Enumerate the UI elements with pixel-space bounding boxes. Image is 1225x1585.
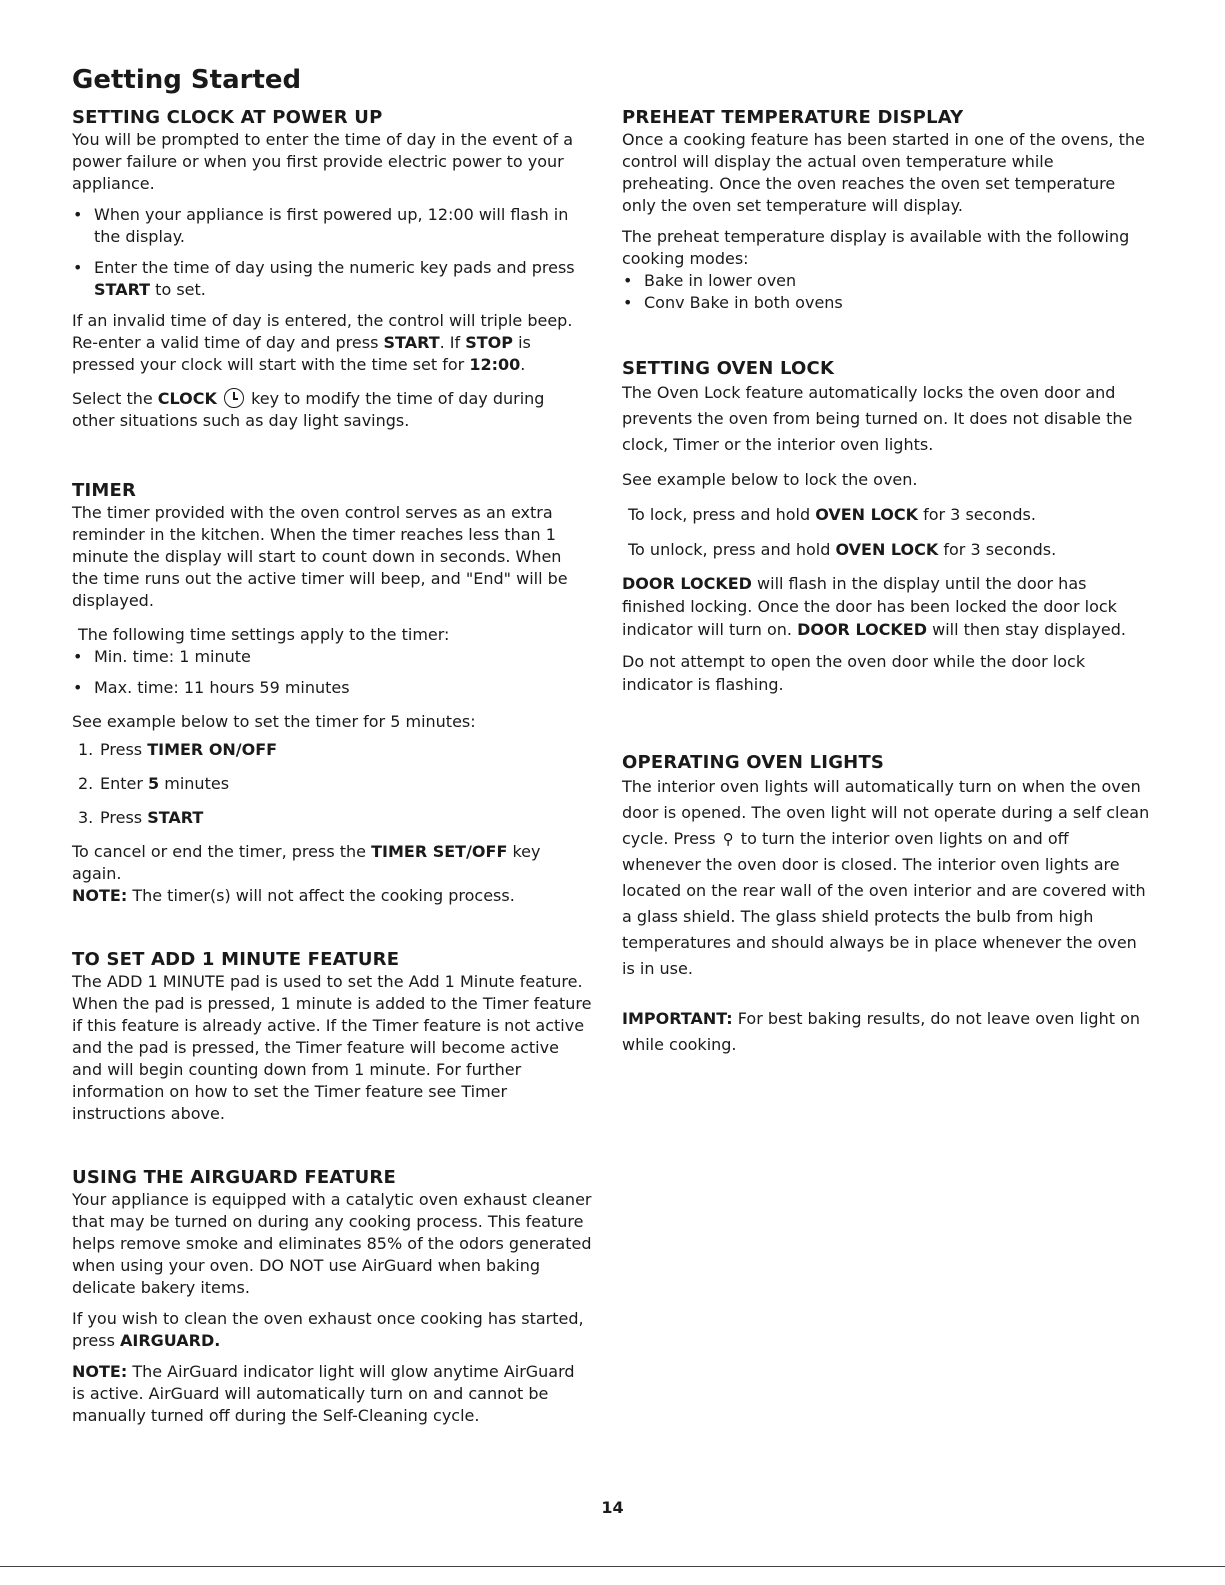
important-note: IMPORTANT: For best baking results, do not leave oven light on while cooking.	[622, 1009, 1140, 1054]
paragraph: Your appliance is equipped with a catalytic oven exhaust cleaner that may be turned on during any cooking process. This feature helps remove smoke and eliminates 85% of the odors generated when using your oven. DO NOT use AirGuard when baking delicate bakery items.	[72, 1190, 592, 1297]
section-heading: PREHEAT TEMPERATURE DISPLAY	[622, 107, 964, 128]
paragraph: The interior oven lights will automatically turn on when the oven door is opened. The oven light will not operate during a self clean cycle. Press ⚲ to turn the interior oven lights on and off whenever the oven door is closed. The interior oven lights are located on the rear wall of the oven interior and are covered with a glass shield. The glass shield protects the bulb from high temperatures and should always be in place whenever the oven is in use.	[622, 777, 1150, 978]
right-column	[622, 107, 1150, 1058]
paragraph: See example below to lock the oven.	[622, 470, 918, 489]
bullet-list	[622, 270, 1150, 314]
list-item: • Max. time: 11 hours 59 minutes	[72, 677, 592, 699]
section-add-1-minute	[72, 949, 592, 1125]
light-bulb-icon: ⚲	[722, 830, 734, 848]
note: NOTE: The AirGuard indicator light will glow anytime AirGuard is active. AirGuard will automatically turn on and cannot be manually turned off during the Self-Cleaning cycle.	[72, 1362, 575, 1425]
key-label: 5	[148, 774, 160, 793]
section-airguard	[72, 1167, 592, 1427]
key-label: AIRGUARD.	[119, 1331, 221, 1350]
paragraph: The Oven Lock feature automatically locks the oven door and prevents the oven from being turned on. It does not disable the clock, Timer or the interior oven lights.	[622, 383, 1133, 454]
paragraph: If you wish to clean the oven exhaust once cooking has started, press AIRGUARD.	[72, 1309, 584, 1350]
unlock-instruction: To unlock, press and hold OVEN LOCK for 3 seconds.	[628, 540, 1057, 559]
section-heading: TO SET ADD 1 MINUTE FEATURE	[72, 949, 400, 970]
section-setting-clock	[72, 107, 592, 432]
key-label: OVEN LOCK	[835, 540, 939, 559]
bottom-rule	[0, 1566, 1225, 1567]
paragraph: The timer provided with the oven control serves as an extra reminder in the kitchen. When the timer reaches less than 1 minute the display will start to count down in seconds. When the time runs out the active timer will beep, and "End" will be displayed.	[72, 503, 568, 610]
indicator-label: DOOR LOCKED	[622, 574, 752, 593]
step-item: 1. Press TIMER ON/OFF	[78, 740, 278, 759]
key-label: TIMER SET/OFF	[371, 842, 508, 861]
bullet-list	[72, 204, 592, 301]
list-item: • Bake in lower oven	[622, 270, 1150, 292]
paragraph: You will be prompted to enter the time of day in the event of a power failure or when you first provide electric power to your appliance.	[72, 130, 574, 193]
paragraph: Once a cooking feature has been started in one of the ovens, the control will display the actual oven temperature while preheating. Once the oven reaches the oven set temperature only the oven set temperature will display.	[622, 130, 1145, 215]
section-timer	[72, 480, 592, 907]
section-heading: TIMER	[72, 480, 137, 501]
indicator-label: DOOR LOCKED	[797, 620, 928, 639]
section-oven-lights	[622, 752, 1150, 1058]
page-title: Getting Started	[72, 65, 302, 95]
bullet-list	[72, 646, 592, 699]
section-heading: SETTING OVEN LOCK	[622, 358, 835, 379]
paragraph: Do not attempt to open the oven door while the door lock indicator is flashing.	[622, 652, 1086, 694]
paragraph: If an invalid time of day is entered, the control will triple beep. Re-enter a valid time of day and press START. If STOP is pressed your clock will start with the time set for 12:00.	[72, 311, 573, 374]
time-value: 12:00	[469, 355, 521, 374]
paragraph: DOOR LOCKED will flash in the display until the door has finished locking. Once the door has been locked the door lock indicator will turn on. DOOR LOCKED will then stay displayed.	[622, 574, 1126, 639]
key-label: STOP	[465, 333, 513, 352]
list-item: • Enter the time of day using the numeric key pads and press START to set.	[72, 257, 592, 301]
steps-list	[72, 739, 592, 829]
section-heading: OPERATING OVEN LIGHTS	[622, 752, 885, 773]
key-label: START	[147, 808, 204, 827]
paragraph: Select the CLOCK key to modify the time of day during other situations such as day light savings.	[72, 389, 545, 430]
section-heading: SETTING CLOCK AT POWER UP	[72, 107, 383, 128]
paragraph: The preheat temperature display is available with the following cooking modes:	[622, 227, 1130, 268]
step-item: 2. Enter 5 minutes	[78, 774, 230, 793]
list-item: • Min. time: 1 minute	[72, 646, 592, 668]
paragraph: The following time settings apply to the timer:	[78, 625, 450, 644]
key-label: TIMER ON/OFF	[147, 740, 278, 759]
paragraph: To cancel or end the timer, press the TIMER SET/OFF key again.	[72, 842, 541, 883]
key-label: OVEN LOCK	[815, 505, 918, 524]
lock-instruction: To lock, press and hold OVEN LOCK for 3 seconds.	[628, 505, 1036, 524]
note-label: NOTE:	[72, 1362, 128, 1381]
step-item: 3. Press START	[78, 808, 204, 827]
section-preheat-display	[622, 107, 1150, 314]
list-item: • Conv Bake in both ovens	[622, 292, 1150, 314]
key-label: CLOCK	[157, 389, 217, 408]
section-heading: USING THE AIRGUARD FEATURE	[72, 1167, 396, 1188]
key-label: START	[383, 333, 440, 352]
list-item: • When your appliance is first powered up, 12:00 will flash in the display.	[72, 204, 592, 248]
important-label: IMPORTANT:	[622, 1009, 733, 1028]
paragraph: The ADD 1 MINUTE pad is used to set the Add 1 Minute feature. When the pad is pressed, 1 minute is added to the Timer feature if this feature is already active. If the Timer feature is not active and the pad is pressed, the Timer feature will become active and will begin counting down from 1 minute. For further information on how to set the Timer feature see Timer instructions above.	[72, 972, 592, 1123]
paragraph: See example below to set the timer for 5 minutes:	[72, 712, 476, 731]
note: NOTE: The timer(s) will not affect the cooking process.	[72, 886, 515, 905]
left-column	[72, 107, 592, 1427]
page-number: 14	[601, 1498, 624, 1517]
section-oven-lock	[622, 358, 1150, 696]
clock-icon	[224, 388, 244, 408]
note-label: NOTE:	[72, 886, 128, 905]
key-label: START	[94, 280, 151, 299]
